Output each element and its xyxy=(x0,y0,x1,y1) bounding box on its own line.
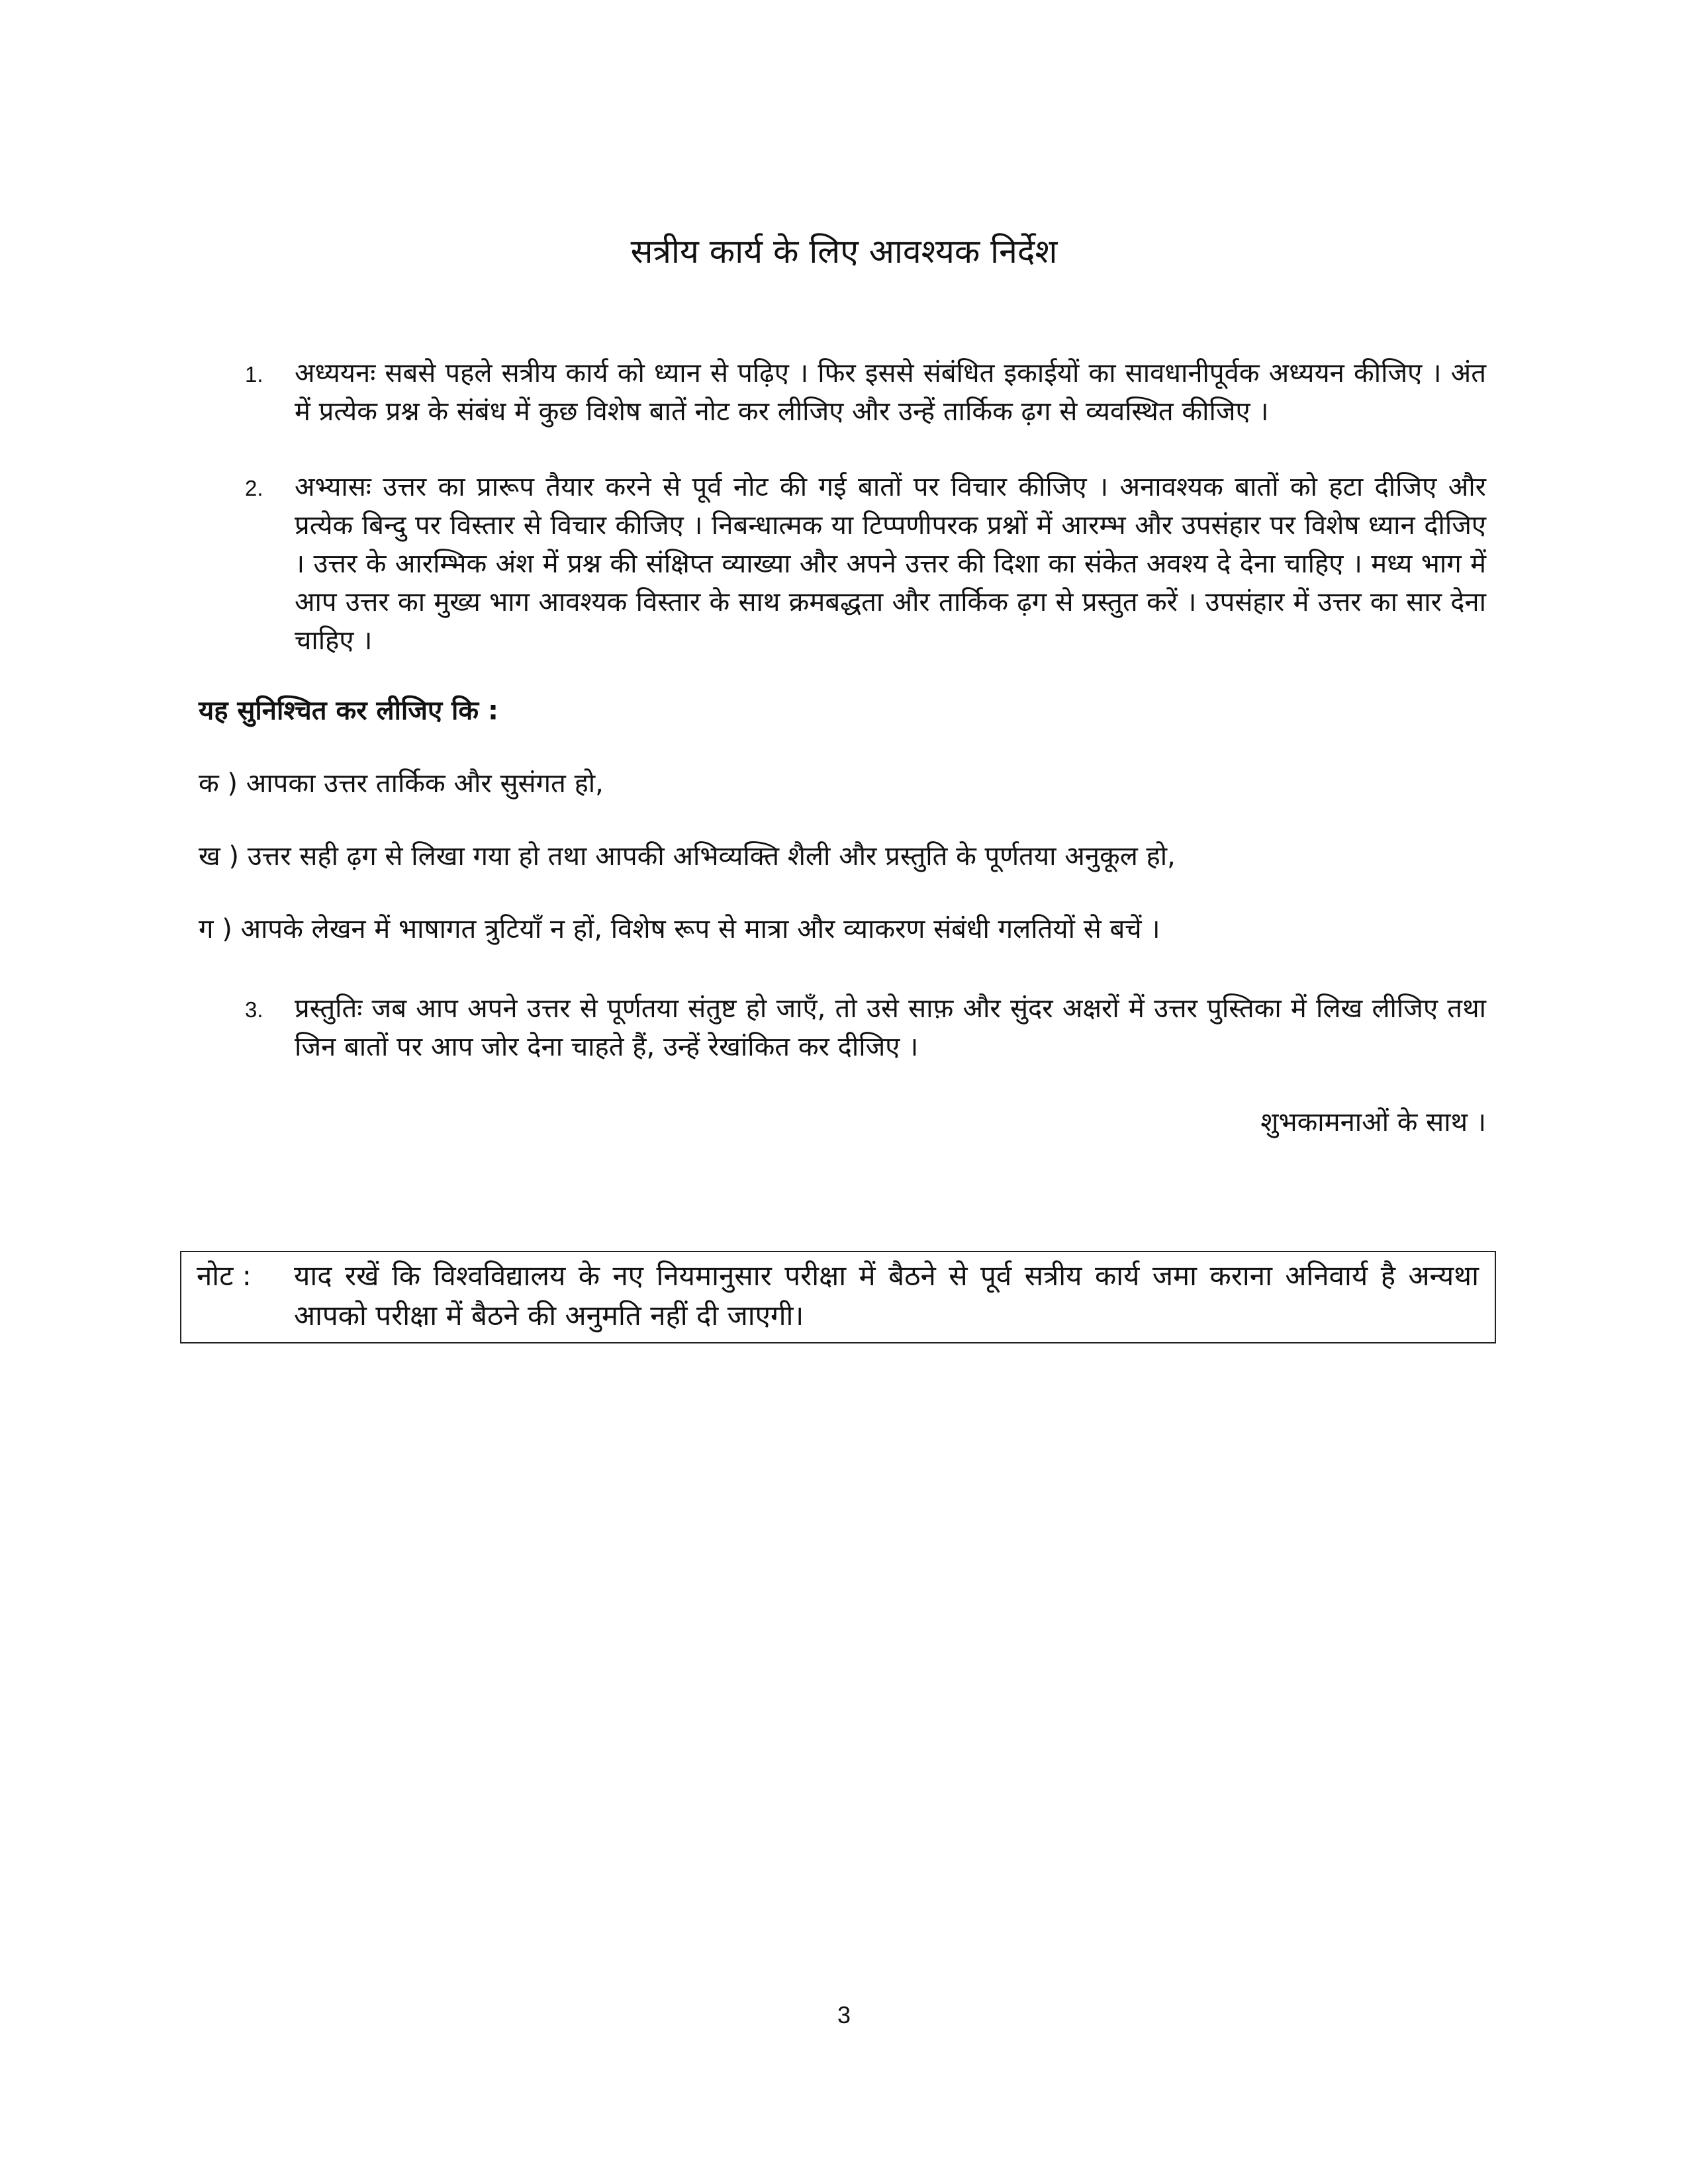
note-text: याद रखें कि विश्वविद्यालय के नए नियमानुसार परीक्षा में बैठने से पूर्व सत्रीय कार्य जमा कराना अनिवार्य है अन्यथा आपको परीक्षा में बैठने की अनुमति नहीं दी जाएगी। xyxy=(294,1259,1479,1332)
instruction-number: 1. xyxy=(245,362,263,387)
instruction-number: 2. xyxy=(245,476,263,500)
instruction-item-practice xyxy=(245,468,1486,660)
page-number: 3 xyxy=(837,2001,851,2028)
instruction-text: अभ्यासः उत्तर का प्रारूप तैयार करने से पूर्व नोट की गई बातों पर विचार कीजिए । अनावश्यक बातों को हटा दीजिए और प्रत्येक बिन्दु पर विस्तार से विचार कीजिए । निबन्धात्मक या टिप्पणीपरक प्रश्नों में आरम्भ और उपसंहार पर विशेष ध्यान दीजिए । उत्तर के आरम्भिक अंश में प्रश्न की संक्षिप्त व्याख्या और अपने उत्तर की दिशा का संकेत अवश्य दे देना चाहिए । मध्य भाग में आप उत्तर का मुख्य भाग आवश्यक विस्तार के साथ क्रमबद्धता और तार्किक ढ़ग से प्रस्तुत करें । उपसंहार में उत्तर का सार देना चाहिए । xyxy=(295,472,1486,656)
note-box xyxy=(180,1251,1496,1343)
instruction-item-study xyxy=(245,354,1486,431)
checklist-heading: यह सुनिश्चित कर लीजिए कि : xyxy=(199,696,499,726)
checklist-item-ka: क ) आपका उत्तर तार्किक और सुसंगत हो, xyxy=(199,768,604,799)
checklist-item-ga: ग ) आपके लेखन में भाषागत त्रुटियाँ न हों, विशेष रूप से मात्रा और व्याकरण संबंधी गलतियों से बचें । xyxy=(199,914,1160,944)
instruction-text: अध्ययनः सबसे पहले सत्रीय कार्य को ध्यान से पढ़िए । फिर इससे संबंधित इकाईयों का सावधानीपूर्वक अध्ययन कीजिए । अंत में प्रत्येक प्रश्न के संबंध में कुछ विशेष बातें नोट कर लीजिए और उन्हें तार्किक ढ़ग से व्यवस्थित कीजिए । xyxy=(295,358,1486,427)
checklist-item-kha: ख ) उत्तर सही ढ़ग से लिखा गया हो तथा आपकी अभिव्यक्ति शैली और प्रस्तुति के पूर्णतया अनुकूल हो, xyxy=(199,841,1176,872)
instruction-number: 3. xyxy=(245,997,263,1022)
note-label: नोट : xyxy=(197,1259,252,1292)
closing-greeting: शुभकामनाओं के साथ । xyxy=(1260,1107,1486,1138)
instruction-item-presentation xyxy=(245,989,1486,1066)
page-title: सत्रीय कार्य के लिए आवश्यक निर्देश xyxy=(630,232,1058,271)
instruction-text: प्रस्तुतिः जब आप अपने उत्तर से पूर्णतया संतुष्ट हो जाएँ, तो उसे साफ़ और सुंदर अक्षरों में उत्तर पुस्तिका में लिख लीजिए तथा जिन बातों पर आप जोर देना चाहते हैं, उन्हें रेखांकित कर दीजिए । xyxy=(295,993,1486,1062)
